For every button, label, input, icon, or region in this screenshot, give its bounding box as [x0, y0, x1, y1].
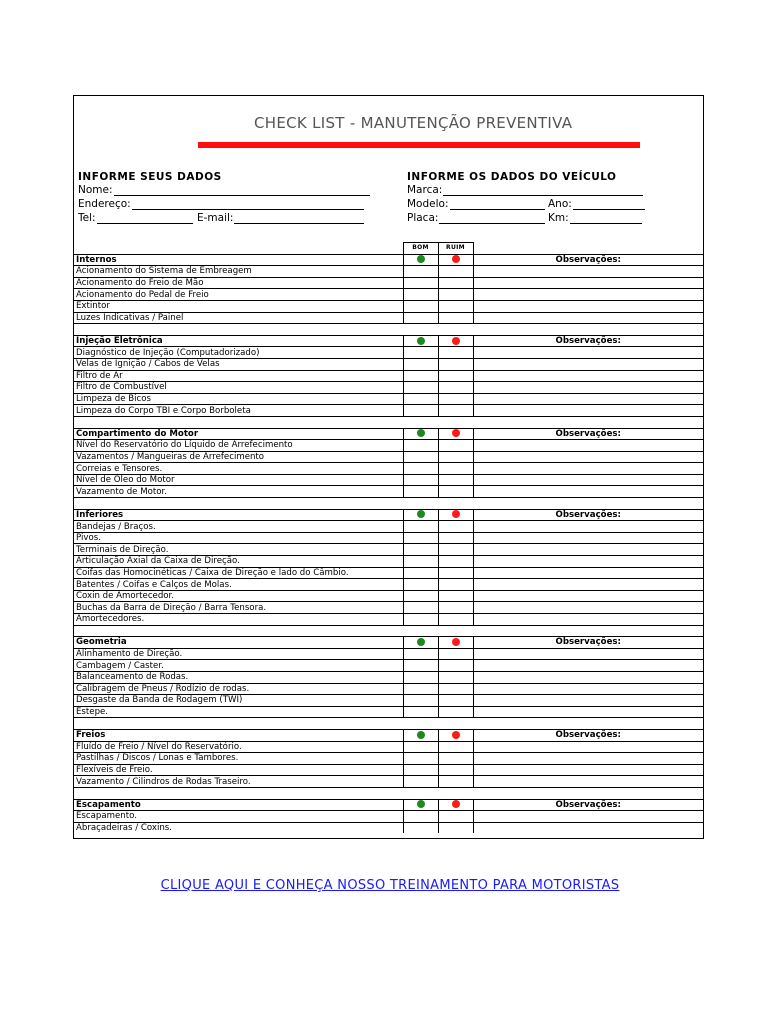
checklist-item-row — [74, 347, 703, 359]
checklist-item-row — [74, 671, 703, 683]
checklist-item-row — [74, 486, 703, 498]
checklist-item-row — [74, 312, 703, 324]
title-underline-bar — [198, 142, 640, 148]
brand-label: Marca: — [407, 184, 443, 196]
km-label: Km: — [548, 212, 569, 224]
email-label: E-mail: — [197, 212, 234, 224]
good-checkbox-cell[interactable] — [403, 671, 438, 683]
checklist-item-row — [74, 440, 703, 452]
notes-header: Observações: — [473, 799, 703, 811]
section-header-row — [74, 799, 703, 811]
checklist-item-label: Abraçadeiras / Coxins. — [74, 822, 403, 833]
good-checkbox-cell[interactable] — [403, 532, 438, 544]
checklist-item-row — [74, 648, 703, 660]
year-label: Ano: — [548, 198, 572, 210]
checklist-item-label: Limpeza do Corpo TBI e Corpo Borboleta — [74, 405, 403, 417]
notes-cell[interactable] — [473, 347, 703, 359]
green-dot-icon — [417, 255, 425, 263]
good-checkbox-cell[interactable] — [403, 312, 438, 324]
section-header-row — [74, 428, 703, 440]
checklist-item-row — [74, 764, 703, 776]
good-checkbox-cell[interactable] — [403, 370, 438, 382]
checklist-item-row — [74, 660, 703, 672]
name-field[interactable] — [78, 184, 370, 196]
good-checkbox-cell[interactable] — [403, 474, 438, 486]
checklist-item-label: Extintor — [74, 300, 403, 312]
notes-cell[interactable] — [473, 544, 703, 556]
section-header-row — [74, 335, 703, 347]
bad-indicator — [438, 335, 473, 347]
notes-cell[interactable] — [473, 683, 703, 695]
checklist-item-row — [74, 289, 703, 301]
column-header-row — [74, 243, 703, 255]
green-dot-icon — [417, 638, 425, 646]
good-checkbox-cell[interactable] — [403, 451, 438, 463]
section-title: Freios — [74, 729, 403, 741]
address-field[interactable] — [78, 198, 364, 210]
checklist-item-row — [74, 370, 703, 382]
checklist-item-row — [74, 822, 703, 833]
bad-checkbox-cell[interactable] — [438, 312, 473, 324]
checklist-item-label: Acionamento do Sistema de Embreagem — [74, 266, 403, 278]
checklist-item-row — [74, 521, 703, 533]
good-checkbox-cell[interactable] — [403, 706, 438, 718]
bad-checkbox-cell[interactable] — [438, 602, 473, 614]
notes-header: Observações: — [473, 729, 703, 741]
model-label: Modelo: — [407, 198, 449, 210]
spacer-row — [74, 498, 703, 510]
green-dot-icon — [417, 429, 425, 437]
checklist-item-label: Amortecedores. — [74, 614, 403, 626]
checklist-item-label: Pastilhas / Discos / Lonas e Tambores. — [74, 753, 403, 765]
spacer-row — [74, 718, 703, 730]
checklist-item-row — [74, 683, 703, 695]
section-title: Internos — [74, 254, 403, 266]
training-link[interactable]: CLIQUE AQUI E CONHEÇA NOSSO TREINAMENTO PARA MOTORISTAS — [160, 878, 620, 893]
email-field[interactable] — [197, 212, 364, 224]
notes-cell[interactable] — [473, 753, 703, 765]
notes-cell[interactable] — [473, 776, 703, 788]
notes-cell[interactable] — [473, 451, 703, 463]
bad-checkbox-cell[interactable] — [438, 579, 473, 591]
good-checkbox-cell[interactable] — [403, 764, 438, 776]
bad-checkbox-cell[interactable] — [438, 695, 473, 707]
good-checkbox-cell[interactable] — [403, 567, 438, 579]
red-dot-icon — [452, 255, 460, 263]
notes-cell[interactable] — [473, 567, 703, 579]
notes-header: Observações: — [473, 254, 703, 266]
bad-checkbox-cell[interactable] — [438, 671, 473, 683]
bad-checkbox-cell[interactable] — [438, 741, 473, 753]
bad-checkbox-cell[interactable] — [438, 463, 473, 475]
checklist-item-label: Nível do Reservatório do Líquido de Arrefecimento — [74, 440, 403, 452]
spacer-row — [74, 416, 703, 428]
notes-cell[interactable] — [473, 614, 703, 626]
checklist-item-row — [74, 463, 703, 475]
notes-cell[interactable] — [473, 706, 703, 718]
notes-cell[interactable] — [473, 382, 703, 394]
checklist-item-row — [74, 741, 703, 753]
checklist-item-row — [74, 451, 703, 463]
bad-indicator — [438, 509, 473, 521]
notes-cell[interactable] — [473, 695, 703, 707]
bad-checkbox-cell[interactable] — [438, 648, 473, 660]
customer-heading: INFORME SEUS DADOS — [78, 171, 222, 183]
bad-checkbox-cell[interactable] — [438, 358, 473, 370]
green-dot-icon — [417, 800, 425, 808]
section-header-row — [74, 509, 703, 521]
checklist-item-label: Velas de Ignição / Cabos de Velas — [74, 358, 403, 370]
brand-field[interactable] — [407, 184, 643, 196]
bad-indicator — [438, 254, 473, 266]
good-checkbox-cell[interactable] — [403, 347, 438, 359]
bad-checkbox-cell[interactable] — [438, 660, 473, 672]
checklist-sheet — [73, 95, 704, 839]
checklist-item-row — [74, 695, 703, 707]
red-dot-icon — [452, 638, 460, 646]
bad-column-header: RUIM — [438, 243, 473, 255]
bad-checkbox-cell[interactable] — [438, 532, 473, 544]
good-checkbox-cell[interactable] — [403, 776, 438, 788]
checklist-item-label: Buchas da Barra de Direção / Barra Tensora. — [74, 602, 403, 614]
notes-cell[interactable] — [473, 532, 703, 544]
km-field[interactable] — [548, 212, 642, 224]
bad-checkbox-cell[interactable] — [438, 706, 473, 718]
red-dot-icon — [452, 800, 460, 808]
notes-cell[interactable] — [473, 393, 703, 405]
good-checkbox-cell[interactable] — [403, 695, 438, 707]
notes-cell[interactable] — [473, 474, 703, 486]
bad-checkbox-cell[interactable] — [438, 486, 473, 498]
checklist-item-row — [74, 405, 703, 417]
checklist-item-row — [74, 614, 703, 626]
good-checkbox-cell[interactable] — [403, 289, 438, 301]
checklist-item-row — [74, 474, 703, 486]
checklist-item-label: Vazamentos / Mangueiras de Arrefecimento — [74, 451, 403, 463]
good-checkbox-cell[interactable] — [403, 382, 438, 394]
notes-cell[interactable] — [473, 300, 703, 312]
checklist-item-row — [74, 602, 703, 614]
checklist-item-row — [74, 358, 703, 370]
checklist-item-row — [74, 776, 703, 788]
notes-cell[interactable] — [473, 556, 703, 568]
section-title: Escapamento — [74, 799, 403, 811]
good-column-header: BOM — [403, 243, 438, 255]
checklist-item-label: Acionamento do Pedal de Freio — [74, 289, 403, 301]
good-checkbox-cell[interactable] — [403, 277, 438, 289]
bad-checkbox-cell[interactable] — [438, 405, 473, 417]
address-label: Endereço: — [78, 198, 131, 210]
bad-checkbox-cell[interactable] — [438, 822, 473, 833]
checklist-item-row — [74, 300, 703, 312]
plate-field[interactable] — [407, 212, 545, 224]
notes-cell[interactable] — [473, 266, 703, 278]
checklist-item-label: Bandejas / Braços. — [74, 521, 403, 533]
notes-cell[interactable] — [473, 312, 703, 324]
good-checkbox-cell[interactable] — [403, 822, 438, 833]
name-label: Nome: — [78, 184, 113, 196]
bad-checkbox-cell[interactable] — [438, 567, 473, 579]
notes-cell[interactable] — [473, 811, 703, 823]
checklist-item-label: Terminais de Direção. — [74, 544, 403, 556]
notes-cell[interactable] — [473, 277, 703, 289]
checklist-item-row — [74, 556, 703, 568]
notes-cell[interactable] — [473, 289, 703, 301]
good-checkbox-cell[interactable] — [403, 521, 438, 533]
notes-cell[interactable] — [473, 486, 703, 498]
bad-checkbox-cell[interactable] — [438, 382, 473, 394]
checklist-item-label: Correias e Tensores. — [74, 463, 403, 475]
bad-checkbox-cell[interactable] — [438, 544, 473, 556]
checklist-item-row — [74, 579, 703, 591]
checklist-item-row — [74, 532, 703, 544]
checklist-item-label: Articulação Axial da Caixa de Direção. — [74, 556, 403, 568]
checklist-item-label: Vazamento de Motor. — [74, 486, 403, 498]
bad-checkbox-cell[interactable] — [438, 474, 473, 486]
good-checkbox-cell[interactable] — [403, 556, 438, 568]
bad-indicator — [438, 729, 473, 741]
checklist-item-label: Calibragem de Pneus / Rodízio de rodas. — [74, 683, 403, 695]
notes-header: Observações: — [473, 428, 703, 440]
bad-checkbox-cell[interactable] — [438, 300, 473, 312]
notes-cell[interactable] — [473, 521, 703, 533]
notes-cell[interactable] — [473, 440, 703, 452]
bad-checkbox-cell[interactable] — [438, 347, 473, 359]
good-checkbox-cell[interactable] — [403, 405, 438, 417]
red-dot-icon — [452, 337, 460, 345]
checklist-item-label: Fluído de Freio / Nível do Reservatório. — [74, 741, 403, 753]
checklist-item-row — [74, 753, 703, 765]
red-dot-icon — [452, 731, 460, 739]
checklist-item-label: Filtro de Combustível — [74, 382, 403, 394]
bad-checkbox-cell[interactable] — [438, 753, 473, 765]
section-header-row — [74, 254, 703, 266]
good-checkbox-cell[interactable] — [403, 753, 438, 765]
checklist-table — [74, 242, 703, 833]
notes-cell[interactable] — [473, 648, 703, 660]
spacer-row — [74, 787, 703, 799]
section-title: Compartimento do Motor — [74, 428, 403, 440]
checklist-item-label: Pivos. — [74, 532, 403, 544]
good-indicator — [403, 729, 438, 741]
bad-checkbox-cell[interactable] — [438, 440, 473, 452]
notes-cell[interactable] — [473, 660, 703, 672]
good-checkbox-cell[interactable] — [403, 602, 438, 614]
bad-indicator — [438, 428, 473, 440]
good-checkbox-cell[interactable] — [403, 440, 438, 452]
good-checkbox-cell[interactable] — [403, 660, 438, 672]
green-dot-icon — [417, 510, 425, 518]
red-dot-icon — [452, 510, 460, 518]
good-checkbox-cell[interactable] — [403, 358, 438, 370]
section-header-row — [74, 729, 703, 741]
bad-checkbox-cell[interactable] — [438, 266, 473, 278]
checklist-item-label: Filtro de Ar — [74, 370, 403, 382]
good-checkbox-cell[interactable] — [403, 486, 438, 498]
checklist-item-row — [74, 706, 703, 718]
bad-checkbox-cell[interactable] — [438, 521, 473, 533]
notes-cell[interactable] — [473, 741, 703, 753]
checklist-item-label: Vazamento / Cilindros de Rodas Traseiro. — [74, 776, 403, 788]
spacer-row — [74, 625, 703, 637]
notes-cell[interactable] — [473, 764, 703, 776]
checklist-item-label: Desgaste da Banda de Rodagem (TWI) — [74, 695, 403, 707]
notes-cell[interactable] — [473, 590, 703, 602]
section-title: Injeção Eletrônica — [74, 335, 403, 347]
checklist-item-row — [74, 811, 703, 823]
bad-indicator — [438, 799, 473, 811]
section-title: Geometria — [74, 637, 403, 649]
green-dot-icon — [417, 337, 425, 345]
bad-checkbox-cell[interactable] — [438, 614, 473, 626]
good-checkbox-cell[interactable] — [403, 393, 438, 405]
bad-indicator — [438, 637, 473, 649]
spacer-row — [74, 324, 703, 336]
checklist-item-label: Luzes Indicativas / Painel — [74, 312, 403, 324]
checklist-item-label: Nível de Óleo do Motor — [74, 474, 403, 486]
bad-checkbox-cell[interactable] — [438, 764, 473, 776]
notes-cell[interactable] — [473, 405, 703, 417]
section-header-row — [74, 637, 703, 649]
bad-checkbox-cell[interactable] — [438, 451, 473, 463]
good-checkbox-cell[interactable] — [403, 579, 438, 591]
checklist-item-label: Estepe. — [74, 706, 403, 718]
checklist-item-label: Escapamento. — [74, 811, 403, 823]
red-dot-icon — [452, 429, 460, 437]
notes-cell[interactable] — [473, 822, 703, 833]
checklist-item-row — [74, 266, 703, 278]
checklist-item-row — [74, 277, 703, 289]
good-indicator — [403, 637, 438, 649]
good-indicator — [403, 799, 438, 811]
section-title: Inferiores — [74, 509, 403, 521]
page-title: CHECK LIST - MANUTENÇÃO PREVENTIVA — [254, 114, 573, 132]
green-dot-icon — [417, 731, 425, 739]
notes-cell[interactable] — [473, 671, 703, 683]
notes-cell[interactable] — [473, 370, 703, 382]
good-checkbox-cell[interactable] — [403, 300, 438, 312]
vehicle-heading: INFORME OS DADOS DO VEÍCULO — [407, 171, 617, 183]
checklist-item-label: Coxin de Amortecedor. — [74, 590, 403, 602]
bad-checkbox-cell[interactable] — [438, 289, 473, 301]
good-checkbox-cell[interactable] — [403, 266, 438, 278]
bad-checkbox-cell[interactable] — [438, 556, 473, 568]
checklist-item-label: Acionamento do Freio de Mão — [74, 277, 403, 289]
checklist-item-row — [74, 544, 703, 556]
bad-checkbox-cell[interactable] — [438, 370, 473, 382]
checklist-item-label: Coifas das Homocinéticas / Caixa de Direção e lado do Câmbio. — [74, 567, 403, 579]
checklist-item-label: Balanceamento de Rodas. — [74, 671, 403, 683]
checklist-item-label: Flexíveis de Freio. — [74, 764, 403, 776]
checklist-item-label: Diagnóstico de Injeção (Computadorizado) — [74, 347, 403, 359]
good-checkbox-cell[interactable] — [403, 741, 438, 753]
bad-checkbox-cell[interactable] — [438, 776, 473, 788]
good-checkbox-cell[interactable] — [403, 683, 438, 695]
notes-cell[interactable] — [473, 463, 703, 475]
model-field[interactable] — [407, 198, 545, 210]
checklist-item-row — [74, 567, 703, 579]
checklist-item-label: Alinhamento de Direção. — [74, 648, 403, 660]
checklist-item-row — [74, 393, 703, 405]
notes-header: Observações: — [473, 637, 703, 649]
phone-label: Tel: — [78, 212, 96, 224]
bad-checkbox-cell[interactable] — [438, 277, 473, 289]
notes-header: Observações: — [473, 335, 703, 347]
bad-checkbox-cell[interactable] — [438, 590, 473, 602]
notes-header: Observações: — [473, 509, 703, 521]
bad-checkbox-cell[interactable] — [438, 393, 473, 405]
good-checkbox-cell[interactable] — [403, 614, 438, 626]
good-indicator — [403, 509, 438, 521]
notes-cell[interactable] — [473, 358, 703, 370]
year-field[interactable] — [548, 198, 645, 210]
good-checkbox-cell[interactable] — [403, 590, 438, 602]
checklist-item-row — [74, 590, 703, 602]
good-indicator — [403, 335, 438, 347]
notes-cell[interactable] — [473, 602, 703, 614]
checklist-item-label: Limpeza de Bicos — [74, 393, 403, 405]
plate-label: Placa: — [407, 212, 439, 224]
checklist-item-row — [74, 382, 703, 394]
good-checkbox-cell[interactable] — [403, 463, 438, 475]
checklist-item-label: Batentes / Coifas e Calços de Molas. — [74, 579, 403, 591]
bad-checkbox-cell[interactable] — [438, 683, 473, 695]
good-indicator — [403, 428, 438, 440]
checklist-item-label: Cambagem / Caster. — [74, 660, 403, 672]
bad-checkbox-cell[interactable] — [438, 811, 473, 823]
good-indicator — [403, 254, 438, 266]
phone-field[interactable] — [78, 212, 193, 224]
good-checkbox-cell[interactable] — [403, 811, 438, 823]
good-checkbox-cell[interactable] — [403, 648, 438, 660]
notes-cell[interactable] — [473, 579, 703, 591]
good-checkbox-cell[interactable] — [403, 544, 438, 556]
